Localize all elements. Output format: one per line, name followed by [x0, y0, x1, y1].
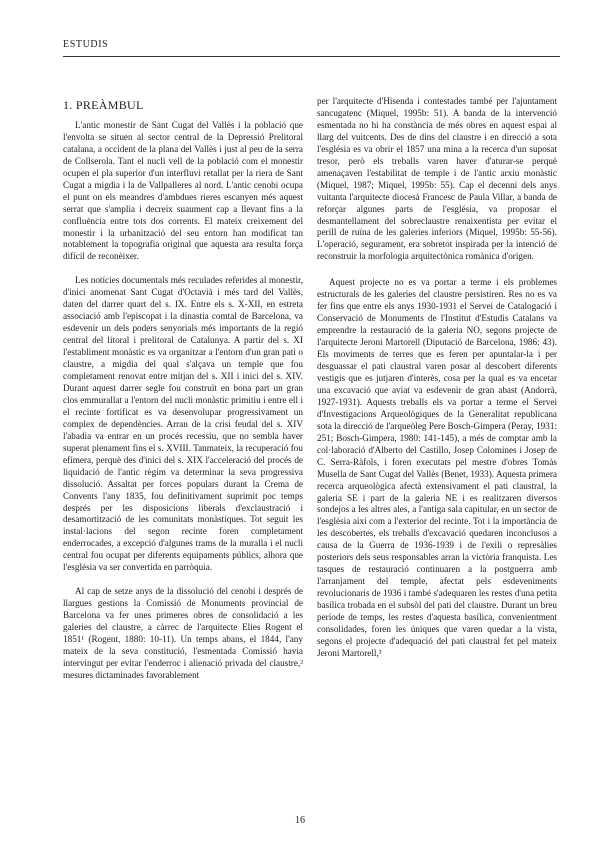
paragraph: Al cap de setze anys de la dissolució del cenobi i després de llargues gestions la Comissió de Monuments provincial de Barcelona va fer unes primeres obres de consolidació a les galeries del claustre, a càrrec de l'arquitecte Elies Rogent el 1851¹ (Rogent, 1880: 10-11). Un temps abans, el 1844, l'any mateix de la seva constitució, l'esmentada Comissió havia intervingut per evitar l'enderroc i alienació privada del claustre,² mesures dictaminades favorablement — [63, 586, 303, 680]
left-column — [63, 100, 303, 682]
right-column — [317, 96, 557, 660]
paragraph: L'antic monestir de Sant Cugat del Vallès i la població que l'envolta se situen al sector central de la Depressió Prelitoral catalana, a occident de la plana del Vallès i just al peu de la serra de Collserola. Tant el nucli vell de la població com el monestir ocupen el pla superior d'un interfluvi retallat per la riera de Sant Cugat a migdia i la de Vallpalleres al nord. L'antic cenobi ocupa el punt on els meandres d'ambdues rieres escanyen més aquest serrat que s'amplia i decreix suaument cap a llevant fins a la confluència entre tots dos corrents. El mateix creixement del monestir i la urbanització del seu entorn han modificat tan notablement la topografia original que aquesta ara resulta força difícil de reconèixer. — [63, 119, 303, 262]
paragraph: Aquest projecte no es va portar a terme i els problemes estructurals de les galeries del claustre persistiren. Res no es va fer fins que entre els anys 1930-1931 el Servei de Catalogació i Conservació de Monuments de l'Institut d'Estudis Catalans va emprendre la restauració de la galeria NO, segons projecte de l'arquitecte Jeroni Martorell (Diputació de Barcelona, 1986: 43). Els moviments de terres que es feren per apuntalar-la i per desguassar el pati claustral varen posar al descobert diferents vestigis que es jutjaren d'interès, cosa per la qual es va encetar una excavació que aviat va esdevenir de gran abast (Andorrà, 1927-1931). Aquests treballs els va portar a terme el Servei d'Investigacions Arqueològiques de la Generalitat republicana sota la direcció de l'arqueòleg Pere Bosch-Gimpera (Peray, 1931: 251; Bosch-Gimpera, 1980: 141-145), a més de comptar amb la col·laboració d'Alberto del Castillo, Josep Colomines i Josep de C. Serra-Ràfols, i foren executats pel mestre d'obres Tomàs Musella de Sant Cugat del Vallès (Benet, 1933). Aquesta primera recerca arqueològica afectà extensivament el pati claustral, la galeria SE i part de la galeria NE i es realitzaren diversos sondejos a les altres ales, a l'antiga sala capitular, en un sector de l'església així com a l'exterior del recinte. Tot i la importància de les descobertes, els treballs d'excavació quedaren inconclusos a causa de la Guerra de 1936-1939 i de l'exili o represàlies posteriors dels seus responsables arran la victòria franquista. Les tasques de restauració continuaren a la postguerra amb l'arranjament del temple, afectat pels esdeveniments revolucionaris de 1936 i també s'adequaren les restes d'una petita basílica trobada en el subsòl del pati del claustre. Durant un breu període de temps, les restes d'aquesta basílica, convenientment consolidades, foren les úniques que varen quedar a la vista, segons el projecte d'adequació del pati claustral fet pel mateix Jeroni Martorell,³ — [317, 277, 557, 658]
header-rule — [63, 56, 560, 57]
paragraph: per l'arquitecte d'Hisenda i contestades també per l'ajuntament sancugatenc (Miquel, 1995b: 51). A banda de la intervenció esmentada no hi ha constància de més obres en aquest espai al llarg del vuitcents. Des de dins del claustre i en direcció a sota l'església es va obrir el 1857 una mina a la recerca d'un suposat tresor, però els treballs varen haver d'aturar-se perquè amenaçaven l'estabilitat de temple i de l'antic arxiu monàstic (Miquel, 1987; Miquel, 1995b: 55). Cap el decenni dels anys vuitanta l'arquitecte diocesà Francesc de Paula Villar, a banda de reforçar algunes parts de l'església, va proposar el desmantellament del sobreclaustre renaixentista per evitar el perill de ruïna de les galeries inferiors (Miquel, 1995b: 55-56). L'operació, segurament, era sobretot inspirada per la intenció de reconstruir la morfologia arquitectònica romànica d'origen. — [317, 96, 557, 262]
page-number: 16 — [295, 815, 305, 826]
running-head: ESTUDIS — [63, 39, 109, 50]
section-title: 1. PREÀMBUL — [63, 98, 144, 112]
paragraph: Les notícies documentals més reculades referides al monestir, d'inici anomenat Sant Cugat d'Octavià i més tard del Vallès, daten del darrer quart del s. IX. Entre els s. X-XII, en estreta associació amb l'episcopat i la dinastia comtal de Barcelona, va esdevenir un dels poders senyorials més importants de la regió central del litoral i prelitoral de Catalunya. A partir del s. XI l'establiment monàstic es va organitzar a l'entorn d'un gran pati o claustre, a migdia del qual s'alçava un temple que fou completament renovat entre mitjan del s. XII i inici del s. XIV. Durant aquest darrer segle fou construït en bona part un gran clos emmurallat a l'entorn del nucli monàstic primitiu i entre ell i el recinte fortificat es va desenvolupar progressivament un complex de dependències. Arran de la crisi feudal del s. XIV l'abadia va entrar en un procés recessiu, que no sembla haver superat plenament fins el s. XVIII. Tanmateix, la recuperació fou efímera, perquè des d'inici del s. XIX l'acceleració del procés de liquidació de l'antic règim va determinar la seva progressiva dissolució. Assaltat per forces populars durant la Crema de Convents l'any 1835, fou definitivament suprimit poc temps després per les disposicions liberals d'exclaustració i desamortització de les comunitats monàstiques. Tot seguit les instal·lacions del segon recinte foren completament enderrocades, a excepció d'algunes trams de la muralla i el nucli central fou ocupat per diferents equipaments públics, alhora que l'església va ser convertida en parròquia. — [63, 275, 303, 573]
